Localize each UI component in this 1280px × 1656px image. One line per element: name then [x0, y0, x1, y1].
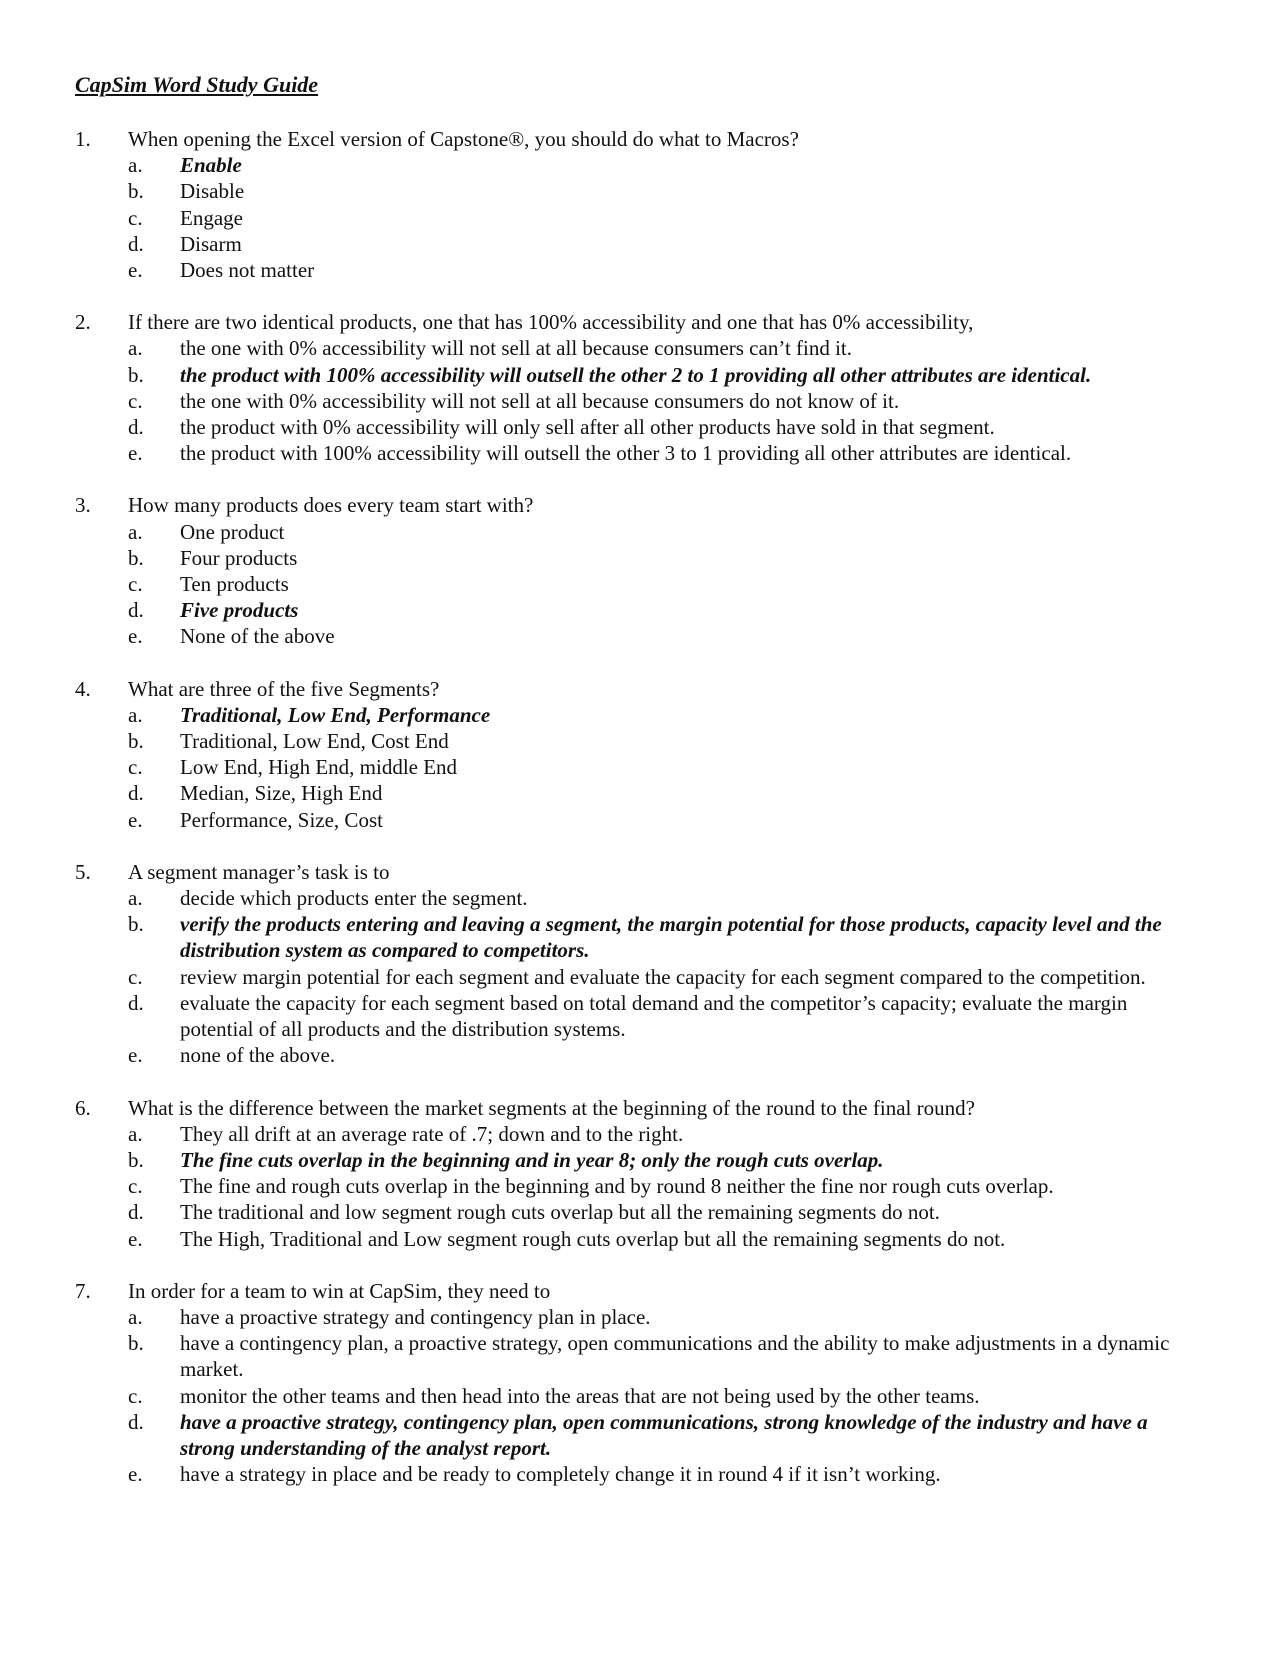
answer-option: [75, 1409, 1200, 1461]
question-text: What is the difference between the market segments at the beginning of the round to the final round?: [128, 1095, 975, 1120]
document-title: CapSim Word Study Guide: [75, 72, 319, 97]
answer-option: [75, 545, 1200, 571]
answer-option: [75, 885, 1200, 911]
answer-option: [75, 519, 1200, 545]
answer-option: [75, 1330, 1200, 1382]
answer-option: [75, 1304, 1200, 1330]
option-letter: b.: [128, 362, 144, 387]
option-text: Median, Size, High End: [180, 781, 383, 806]
option-text: Traditional, Low End, Performance: [180, 702, 491, 727]
answer-option: [75, 231, 1200, 257]
question-2: [75, 309, 1200, 466]
answer-option: [75, 152, 1200, 178]
option-text: None of the above: [180, 624, 335, 649]
option-letter: d.: [128, 1409, 144, 1434]
option-letter: a.: [128, 153, 143, 178]
option-letter: b.: [128, 912, 144, 937]
answer-option: [75, 571, 1200, 597]
option-text: monitor the other teams and then head into the areas that are not being used by the other teams.: [180, 1383, 980, 1408]
answer-option: [75, 754, 1200, 780]
answer-option: [75, 1461, 1200, 1487]
option-text: verify the products entering and leaving a segment, the margin potential for those products, capacity level and the distribution system as compared to competitors.: [180, 912, 1162, 963]
question-number: 6.: [75, 1095, 91, 1120]
answer-option: [75, 335, 1200, 361]
option-text: Five products: [180, 598, 299, 623]
answer-option: [75, 728, 1200, 754]
option-letter: c.: [128, 388, 143, 413]
option-text: have a strategy in place and be ready to completely change it in round 4 if it isn’t working.: [180, 1462, 941, 1487]
answer-option: [75, 440, 1200, 466]
option-text: Disarm: [180, 231, 242, 256]
answer-option: [75, 362, 1200, 388]
option-text: The fine and rough cuts overlap in the beginning and by round 8 neither the fine nor rough cuts overlap.: [180, 1174, 1054, 1199]
option-text: the product with 100% accessibility will outsell the other 3 to 1 providing all other attributes are identical.: [180, 441, 1072, 466]
answer-option: [75, 1226, 1200, 1252]
option-text: have a proactive strategy and contingency plan in place.: [180, 1304, 651, 1329]
question-text: If there are two identical products, one that has 100% accessibility and one that has 0% accessibility,: [128, 310, 974, 335]
option-text: One product: [180, 519, 285, 544]
question-number: 1.: [75, 127, 91, 151]
question-7: [75, 1278, 1200, 1488]
question-stem: [75, 126, 1200, 152]
option-letter: e.: [128, 258, 143, 283]
option-letter: d.: [128, 781, 144, 806]
option-text: The fine cuts overlap in the beginning and in year 8; only the rough cuts overlap.: [180, 1147, 884, 1172]
option-letter: e.: [128, 1043, 143, 1068]
question-text: In order for a team to win at CapSim, they need to: [128, 1278, 551, 1303]
option-text: decide which products enter the segment.: [180, 886, 528, 911]
question-number: 2.: [75, 310, 91, 335]
question-stem: [75, 309, 1200, 335]
option-letter: e.: [128, 441, 143, 466]
option-letter: a.: [128, 1121, 143, 1146]
option-letter: c.: [128, 1174, 143, 1199]
option-text: Performance, Size, Cost: [180, 807, 383, 832]
option-text: none of the above.: [180, 1043, 336, 1068]
answer-option: [75, 1173, 1200, 1199]
option-text: the product with 100% accessibility will outsell the other 2 to 1 providing all other attributes are identical.: [180, 362, 1092, 387]
answer-option: [75, 1121, 1200, 1147]
question-text: What are three of the five Segments?: [128, 676, 440, 701]
option-text: Does not matter: [180, 258, 315, 283]
option-text: Four products: [180, 545, 298, 570]
option-text: the one with 0% accessibility will not sell at all because consumers can’t find it.: [180, 336, 853, 361]
option-letter: b.: [128, 545, 144, 570]
option-letter: d.: [128, 1200, 144, 1225]
answer-option: [75, 1383, 1200, 1409]
question-text: A segment manager’s task is to: [128, 859, 390, 884]
option-text: They all drift at an average rate of .7; down and to the right.: [180, 1121, 684, 1146]
answer-option: [75, 1147, 1200, 1173]
question-stem: [75, 676, 1200, 702]
option-letter: b.: [128, 729, 144, 754]
option-letter: e.: [128, 624, 143, 649]
answer-option: [75, 702, 1200, 728]
option-letter: e.: [128, 1462, 143, 1487]
option-letter: c.: [128, 205, 143, 230]
question-stem: [75, 859, 1200, 885]
answer-option: [75, 597, 1200, 623]
option-letter: a.: [128, 702, 143, 727]
option-letter: d.: [128, 415, 144, 440]
option-text: Ten products: [180, 572, 289, 597]
option-text: Enable: [180, 153, 242, 178]
option-text: The traditional and low segment rough cuts overlap but all the remaining segments do not.: [180, 1200, 940, 1225]
question-1: [75, 126, 1200, 283]
option-letter: c.: [128, 755, 143, 780]
answer-option: [75, 257, 1200, 283]
option-letter: a.: [128, 886, 143, 911]
option-letter: b.: [128, 1331, 144, 1356]
option-letter: d.: [128, 990, 144, 1015]
question-stem: [75, 492, 1200, 518]
option-letter: e.: [128, 807, 143, 832]
answer-option: [75, 1042, 1200, 1068]
answer-option: [75, 780, 1200, 806]
option-text: Low End, High End, middle End: [180, 755, 458, 780]
option-letter: c.: [128, 1383, 143, 1408]
answer-option: [75, 623, 1200, 649]
question-text: When opening the Excel version of Capstone®, you should do what to Macros?: [128, 127, 799, 151]
answer-option: [75, 388, 1200, 414]
question-stem: [75, 1278, 1200, 1304]
question-number: 4.: [75, 676, 91, 701]
answer-option: [75, 990, 1200, 1042]
question-6: [75, 1095, 1200, 1252]
question-text: How many products does every team start with?: [128, 493, 534, 518]
option-text: review margin potential for each segment and evaluate the capacity for each segment compared to the competition.: [180, 964, 1146, 989]
answer-option: [75, 911, 1200, 963]
option-letter: e.: [128, 1226, 143, 1251]
option-text: The High, Traditional and Low segment rough cuts overlap but all the remaining segments do not.: [180, 1226, 1006, 1251]
answer-option: [75, 964, 1200, 990]
option-text: the product with 0% accessibility will only sell after all other products have sold in that segment.: [180, 415, 995, 440]
option-letter: d.: [128, 231, 144, 256]
option-letter: b.: [128, 1147, 144, 1172]
option-letter: d.: [128, 598, 144, 623]
question-5: [75, 859, 1200, 1069]
question-number: 7.: [75, 1278, 91, 1303]
option-letter: a.: [128, 1304, 143, 1329]
option-text: Disable: [180, 179, 245, 204]
option-letter: a.: [128, 336, 143, 361]
question-number: 5.: [75, 859, 91, 884]
answer-option: [75, 205, 1200, 231]
option-text: have a contingency plan, a proactive strategy, open communications and the ability to make adjustments in a dynamic market.: [180, 1331, 1170, 1382]
answer-option: [75, 1199, 1200, 1225]
option-letter: a.: [128, 519, 143, 544]
answer-option: [75, 807, 1200, 833]
question-3: [75, 492, 1200, 649]
question-4: [75, 676, 1200, 833]
answer-option: [75, 178, 1200, 204]
option-letter: c.: [128, 964, 143, 989]
answer-option: [75, 414, 1200, 440]
option-text: Traditional, Low End, Cost End: [180, 729, 449, 754]
question-number: 3.: [75, 493, 91, 518]
option-letter: b.: [128, 179, 144, 204]
option-letter: c.: [128, 572, 143, 597]
option-text: have a proactive strategy, contingency plan, open communications, strong knowledge of the industry and have a strong understanding of the analyst report.: [180, 1409, 1148, 1460]
option-text: Engage: [180, 205, 243, 230]
option-text: the one with 0% accessibility will not sell at all because consumers do not know of it.: [180, 388, 900, 413]
option-text: evaluate the capacity for each segment based on total demand and the competitor’s capacity; evaluate the margin potential of all products and the distribution systems.: [180, 990, 1128, 1042]
question-stem: [75, 1095, 1200, 1121]
